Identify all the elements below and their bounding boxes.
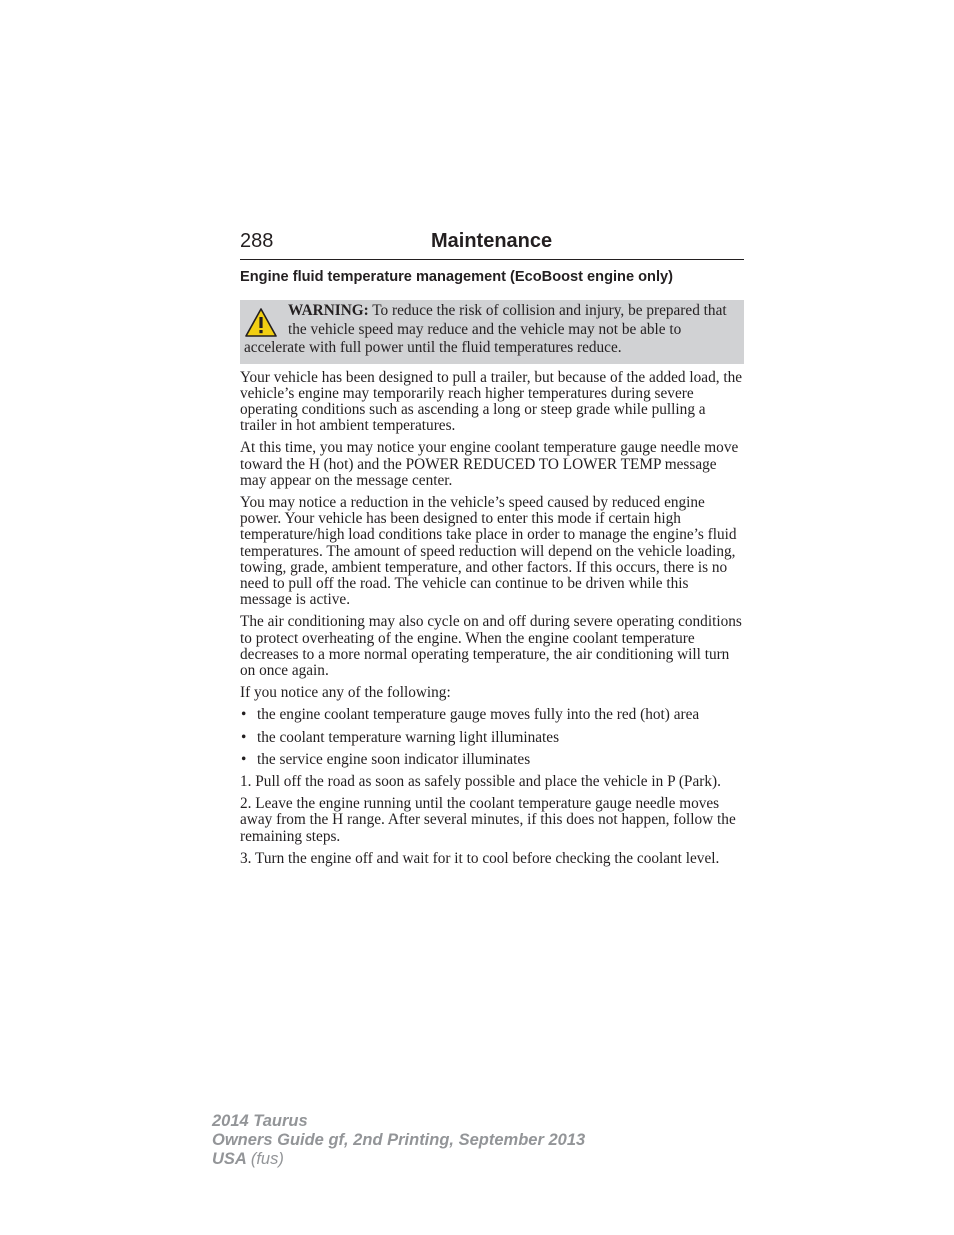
step: 1. Pull off the road as soon as safely possible and place the vehicle in P (Park).: [240, 772, 721, 790]
body-content: [240, 370, 744, 867]
list-item: [240, 730, 744, 746]
page-footer: [212, 1112, 585, 1169]
list-item: [240, 752, 744, 768]
subsection-title: Engine fluid temperature management (EcoBoost engine only): [240, 269, 674, 285]
warning-triangle-icon: [244, 307, 278, 339]
bullet-symbol: •: [241, 706, 247, 724]
list-item: [240, 707, 744, 723]
manual-page: [240, 229, 744, 873]
paragraph: The air conditioning may also cycle on and off during severe operating conditions to protect overheating of the engine. When the engine coolant temperature decreases to a more normal operating temperature, the air conditioning will turn on once again.: [240, 613, 742, 679]
step: 2. Leave the engine running until the coolant temperature gauge needle moves away from the H range. After several minutes, if this does not happen, follow the remaining steps.: [240, 795, 736, 845]
step: 3. Turn the engine off and wait for it to cool before checking the coolant level.: [240, 849, 720, 867]
footer-market-code: (fus): [250, 1150, 284, 1168]
paragraph: Your vehicle has been designed to pull a trailer, but because of the added load, the vehicle’s engine may temporarily reach higher temperatures during severe operating conditions such as ascending a long or steep grade while pulling a trailer in hot ambient temperatures.: [240, 368, 743, 435]
bullet-symbol: •: [241, 750, 247, 768]
bullet-symbol: •: [241, 728, 247, 746]
page-number: 288: [240, 230, 274, 252]
page-header: [240, 229, 744, 260]
list-item-text: the coolant temperature warning light illuminates: [257, 728, 560, 746]
warning-text: To reduce the risk of collision and injury, be prepared that the vehicle speed may reduce and the vehicle may not be able to accelerate with full power until the fluid temperatures reduce.: [244, 302, 727, 356]
paragraph: At this time, you may notice your engine coolant temperature gauge needle move toward the H (hot) and the POWER REDUCED TO LOWER TEMP message may appear on the message center.: [240, 439, 739, 489]
paragraph: You may notice a reduction in the vehicle’s speed caused by reduced engine power. Your vehicle has been designed to enter this mode if certain high temperature/high load conditions take place in order to manage the engine’s fluid temperatures. The amount of speed reduction will depend on the vehicle loading, towing, grade, ambient temperature, and other factors. If this occurs, there is no need to pull off the road. The vehicle can continue to be driven while this message is active.: [240, 493, 737, 609]
list-item-text: the service engine soon indicator illuminates: [257, 750, 531, 768]
paragraph: If you notice any of the following:: [240, 684, 451, 702]
footer-market: [212, 1150, 585, 1169]
footer-model: 2014 Taurus: [212, 1112, 308, 1130]
warning-label: WARNING:: [288, 302, 369, 319]
footer-market-name: USA: [212, 1150, 247, 1168]
symptom-list: [240, 707, 744, 768]
section-title: Maintenance: [431, 230, 553, 252]
list-item-text: the engine coolant temperature gauge moves fully into the red (hot) area: [257, 706, 700, 724]
footer-edition: Owners Guide gf, 2nd Printing, September 2013: [212, 1131, 586, 1149]
warning-box: [240, 300, 744, 364]
